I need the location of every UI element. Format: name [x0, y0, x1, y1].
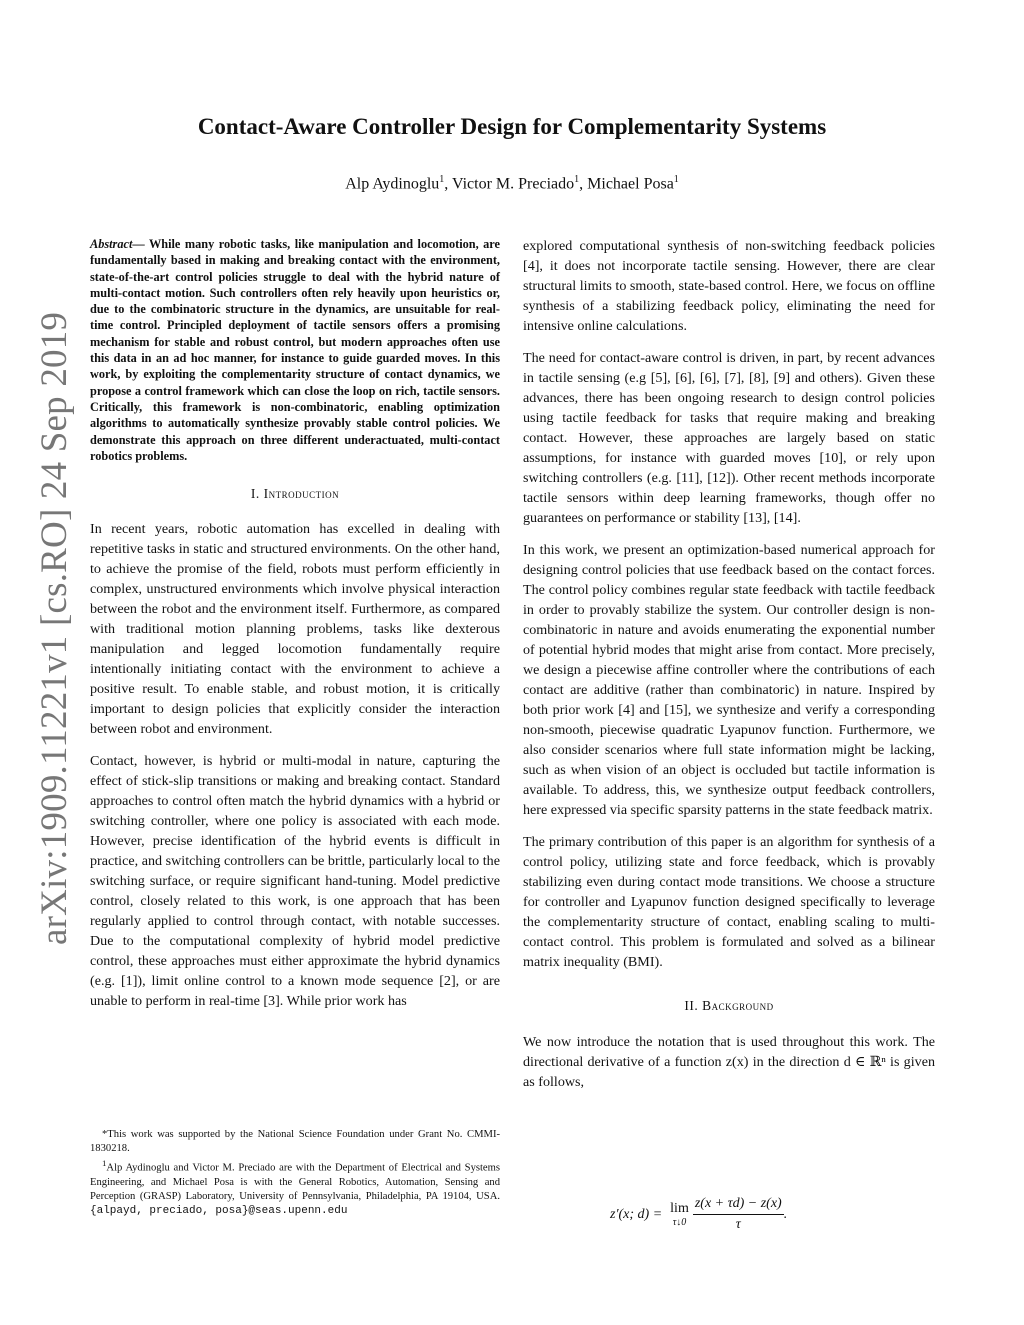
equation-fraction	[693, 1196, 784, 1233]
section-heading-background: II. Background	[684, 998, 774, 1013]
directional-derivative-equation	[610, 1196, 850, 1233]
fraction-denominator: τ	[735, 1217, 741, 1232]
abstract-text: While many robotic tasks, like manipulation and locomotion, are fundamentally based in making and breaking contact with the environment, state-of-the-art control policies struggle to deal with the hybrid nature of multi-contact motion. Such controllers often rely heavily upon heuristics or, due to the combinatoric structure in the dynamics, are unsuitable for real-time control. Principled deployment of tactile sensors offers a promising mechanism for stable and robust control, but modern approaches often use this data in an ad hoc manner, for instance to guide guarded moves. In this work, by exploiting the complementarity structure of contact dynamics, we propose a control framework which can close the loop on rich, tactile sensors. Critically, this framework is non-combinatoric, enabling optimization algorithms to automatically synthesize provably stable control policies. We demonstrate this approach on three different underactuated, multi-contact robotics problems.	[90, 237, 500, 463]
fraction-numerator: z(x + τd) − z(x)	[693, 1196, 784, 1215]
background-paragraph-1: We now introduce the notation that is used throughout this work. The directional derivative of a function z(x) in the direction d ∈ ℝⁿ is given as follows,	[523, 1034, 935, 1090]
affiliation-mark: 1	[574, 174, 580, 185]
body-paragraph-2: The need for contact-aware control is driven, in part, by recent advances in tactile sensing (e.g [5], [6], [6], [7], [8], [9] and others). Given these advances, there has been ongoing research to design control policies using tactile feedback for tasks that require making and breaking contact. However, these approaches are largely based on static assumptions, for instance with guarded moves [10], or rely upon switching controllers (e.g. [11], [12]). Other recent methods incorporate tactile sensors within deep learning frameworks, though offer no guarantees on performance or stability [13], [14].	[523, 350, 935, 526]
limit-subscript: τ↓0	[672, 1217, 687, 1228]
author-emails: {alpayd, preciado, posa}@seas.upenn.edu	[90, 1204, 348, 1217]
equation-limit	[670, 1201, 689, 1228]
intro-paragraph-1: In recent years, robotic automation has excelled in dealing with repetitive tasks in static and structured environments. On the other hand, to achieve the promise of the field, robots must perform efficiently in complex, unstructured environments which involve physical interaction between the robot and the environment itself. Furthermore, as compared with traditional motion planning problems, tasks like dexterous manipulation and legged locomotion fundamentally require intentionally initiating contact with the environment to achieve a positive result. To enable stable, and robust motion, it is critically important to design policies that explicitly consider the interaction between robot and environment.	[90, 521, 500, 738]
section-heading-introduction: I. Introduction	[250, 486, 340, 502]
footnote-funding: *This work was supported by the National Science Foundation under Grant No. CMMI-1830218.	[90, 1129, 500, 1154]
equation-period: .	[783, 1206, 788, 1222]
limit-operator: lim	[670, 1201, 689, 1216]
right-column	[523, 236, 935, 1092]
paper-title: Contact-Aware Controller Design for Complementarity Systems	[197, 114, 827, 139]
author-list: Alp Aydinoglu$^1$, Victor M. Preciado$^1$, Michael Posa$^1$	[345, 174, 679, 193]
author-name: Michael Posa	[587, 175, 674, 193]
abstract-label: Abstract	[90, 237, 133, 251]
arxiv-identifier-stamp: arXiv:1909.11221v1 [cs.RO] 24 Sep 2019	[34, 311, 75, 945]
affiliation-text: Alp Aydinoglu and Victor M. Preciado are with the Department of Electrical and Systems Engineering, and Michael Posa is with the General Robotics, Automation, Sensing and Perception (GRASP) Laboratory, University of Pennsylvania, Philadelphia, PA 19104, USA.	[90, 1162, 500, 1202]
body-paragraph-1: explored computational synthesis of non-switching feedback policies [4], it does not incorporate tactile sensing. However, there are clear structural limits to smooth, state-based control. Here, we focus on offline synthesis of a stabilizing feedback policy, eliminating the need for intensive online calculations.	[523, 238, 935, 334]
author-name: Alp Aydinoglu	[345, 175, 440, 193]
affiliation-mark: 1	[102, 1158, 107, 1168]
body-paragraph-3: In this work, we present an optimization-based numerical approach for designing control policies that use feedback based on the contact forces. The control policy combines regular state feedback with tactile feedback in order to provably stabilize the system. Our controller design is non-combinatoric in nature and avoids enumerating the exponential number of potential hybrid modes that might arise from contact. More precisely, we design a piecewise affine controller where the contributions of each contact are additive (rather than combinatoric) in nature. Inspired by both prior work [4] and [15], we synthesize and verify a corresponding non-smooth, piecewise quadratic Lyapunov function. Furthermore, we also consider scenarios where full state information might be lacking, such as when vision of an object is occluded but tactile information is available. To address, this, we synthesize output feedback controllers, here expressed via specific sparsity patterns in the state feedback matrix.	[523, 542, 935, 818]
footnote-affiliation	[90, 1156, 500, 1218]
left-column	[90, 236, 500, 1011]
affiliation-mark: 1	[673, 174, 679, 185]
author-name: Victor M. Preciado	[452, 175, 575, 193]
abstract: Abstract— While many robotic tasks, like manipulation and locomotion, are fundamentally based in making and breaking contact with the environment, state-of-the-art control policies struggle to deal with the hybrid nature of multi-contact motion. Such controllers often rely heavily upon heuristics or, due to the combinatoric structure in the dynamics, are unsuitable for real-time control. Principled deployment of tactile sensors offers a promising mechanism for stable and robust control, but modern approaches often use this data in an ad hoc manner, for instance to guide guarded moves. In this work, by exploiting the complementarity structure of contact dynamics, we propose a control framework which can close the loop on rich, tactile sensors. Critically, this framework is non-combinatoric, enabling optimization algorithms to automatically synthesize provably stable control policies. We demonstrate this approach on three different underactuated, multi-contact robotics problems.	[90, 237, 500, 463]
equation-lhs: z′(x; d) =	[610, 1206, 663, 1222]
footnotes	[90, 1128, 500, 1218]
affiliation-mark: 1	[439, 174, 445, 185]
intro-paragraph-2: Contact, however, is hybrid or multi-modal in nature, capturing the effect of stick-slip transitions or making and breaking contact. Standard approaches to control often match the hybrid dynamics with a hybrid or switching controller, where one policy is associated with each mode. However, precise identification of the hybrid events is difficult in practice, and switching controllers can be brittle, particularly local to the switching surface, or require significant hand-tuning. Model predictive control, closely related to this work, is one approach that has been regularly applied to control through contact, with notable successes. Due to the computational complexity of hybrid model predictive control, these approaches must either approximate the hybrid dynamics (e.g. [1]), limit online control to a known mode sequence [2], or are unable to perform in real-time [3]. While prior work has	[90, 753, 500, 1010]
body-paragraph-4: The primary contribution of this paper is an algorithm for synthesis of a control policy, utilizing state and force feedback, which is provably stabilizing even during contact mode transitions. We choose a structure for controller and Lyapunov function designed specifically to leverage the complementarity structure of contact, enabling scaling to multi-contact control. This problem is formulated and solved as a bilinear matrix inequality (BMI).	[523, 834, 935, 970]
